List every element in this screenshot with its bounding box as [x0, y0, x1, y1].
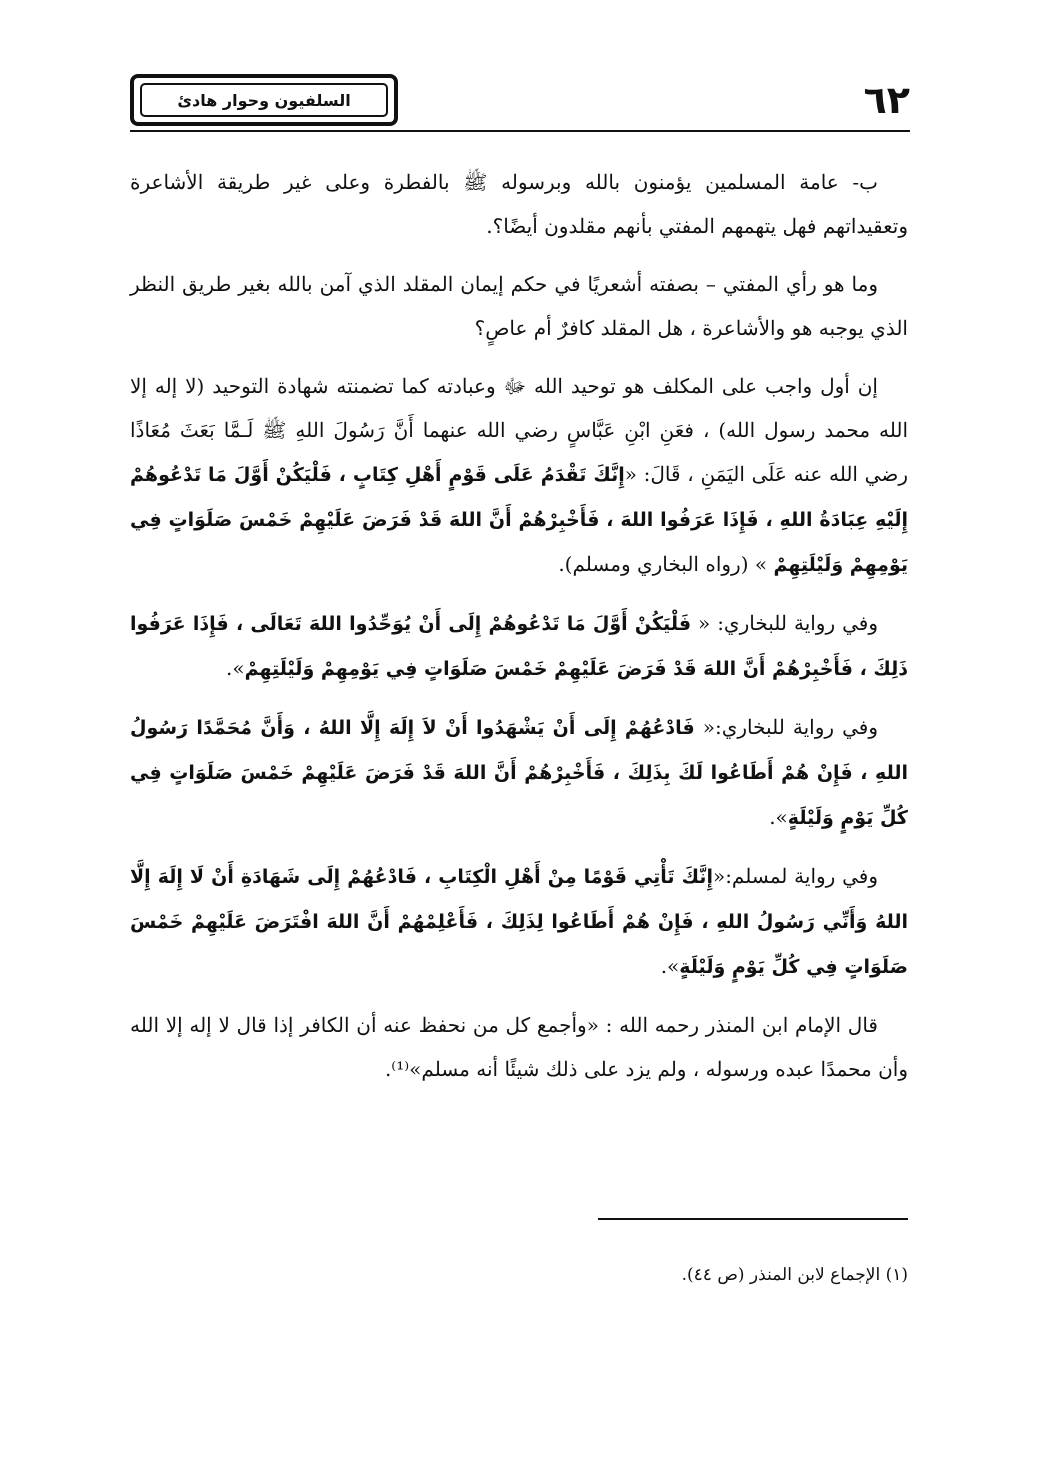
running-title-frame — [130, 74, 398, 126]
paragraph-1: ب- عامة المسلمين يؤمنون بالله وبرسوله ﷺ بالفطرة وعلى غير طريقة الأشاعرة وتعقيداتهم فهل يتهمهم المفتي بأنهم مقلدون أيضًا؟. — [130, 170, 908, 238]
paragraph-4-close: ». — [226, 656, 245, 680]
paragraph-3-intro: إن أول واجب على المكلف هو توحيد الله ﷻ وعبادته كما تضمنته شهادة التوحيد (لا إله إلا الله محمد رسول الله) ، فعَنِ ابْنِ عَبَّاسٍ رضي الله عنهما أَنَّ رَسُولَ اللهِ ﷺ لَـمَّا بَعَثَ مُعَاذًا رضي الله عنه عَلَى اليَمَنِ ، قَالَ: « — [130, 374, 908, 486]
paragraph-5-intro: وفي رواية للبخاري:« — [694, 715, 878, 739]
paragraph-6-intro: وفي رواية لمسلم:« — [712, 864, 878, 888]
page-number: ٦٢ — [863, 78, 910, 122]
paragraph-4-intro: وفي رواية للبخاري: « — [691, 611, 878, 635]
paragraph-3-citation: » (رواه البخاري ومسلم). — [558, 552, 774, 576]
running-title: السلفيون وحوار هادئ — [177, 90, 351, 110]
paragraph-6-close: ». — [660, 954, 680, 978]
hadith-quote-3: فَادْعُهُمْ إِلَى أَنْ يَشْهَدُوا أَنْ لاَ إِلَهَ إِلَّا اللهُ ، وَأَنَّ مُحَمَّدًا رَسُولُ اللهِ ، فَإِنْ هُمْ أَطَاعُوا لَكَ بِذَلِكَ ، فَأَخْبِرْهُمْ أَنَّ اللهَ قَدْ فَرَضَ عَلَيْهِمْ خَمْسَ صَلَوَاتٍ فِي كُلِّ يَوْمٍ وَلَيْلَةٍ — [130, 717, 908, 829]
paragraph-5 — [130, 705, 908, 840]
footnote: (١) الإجماع لابن المنذر (ص ٤٤). — [681, 1265, 908, 1285]
hadith-quote-4: إِنَّكَ تَأْتِي قَوْمًا مِنْ أَهْلِ الْكِتَابِ ، فَادْعُهُمْ إِلَى شَهَادَةِ أَنْ لَا إِلَهَ إِلَّا اللهُ وَأَنِّي رَسُولُ اللهِ ، فَإِنْ هُمْ أَطَاعُوا لِذَلِكَ ، فَأَعْلِمْهُمْ أَنَّ اللهَ افْتَرَضَ عَلَيْهِمْ خَمْسَ صَلَوَاتٍ فِي كُلِّ يَوْمٍ وَلَيْلَةٍ — [130, 866, 908, 978]
paragraph-5-close: ». — [769, 805, 788, 829]
running-title-inner-frame — [140, 83, 388, 117]
paragraph-6 — [130, 854, 908, 989]
paragraph-4 — [130, 601, 908, 691]
paragraph-3 — [130, 364, 908, 587]
hadith-quote-2: فَلْيَكُنْ أَوَّلَ مَا تَدْعُوهُمْ إِلَى أَنْ يُوَحِّدُوا اللهَ تَعَالَى ، فَإِذَا عَرَفُوا ذَلِكَ ، فَأَخْبِرْهُمْ أَنَّ اللهَ قَدْ فَرَضَ عَلَيْهِمْ خَمْسَ صَلَوَاتٍ فِي يَوْمِهِمْ وَلَيْلَتِهِمْ — [130, 613, 908, 680]
header-rule — [130, 130, 910, 132]
paragraph-2: وما هو رأي المفتي – بصفته أشعريًا في حكم إيمان المقلد الذي آمن بالله بغير طريق النظر الذي يوجبه هو والأشاعرة ، هل المقلد كافرٌ أم عاصٍ؟ — [130, 272, 908, 340]
hadith-quote-1: إِنَّكَ تَقْدَمُ عَلَى قَوْمٍ أَهْلِ كِتَابٍ ، فَلْيَكُنْ أَوَّلَ مَا تَدْعُوهُمْ إِلَيْهِ عِبَادَةُ اللهِ ، فَإِذَا عَرَفُوا اللهَ ، فَأَخْبِرْهُمْ أَنَّ اللهَ قَدْ فَرَضَ عَلَيْهِمْ خَمْسَ صَلَوَاتٍ فِي يَوْمِهِمْ وَلَيْلَتِهِمْ — [130, 464, 908, 576]
paragraph-7: قال الإمام ابن المنذر رحمه الله : «وأجمع كل من نحفظ عنه أن الكافر إذا قال لا إله إلا الله وأن محمدًا عبده ورسوله ، ولم يزد على ذلك شيئًا أنه مسلم»⁽¹⁾. — [130, 1013, 908, 1081]
page-header — [130, 74, 910, 134]
page-body — [130, 160, 908, 1105]
footnote-separator — [598, 1218, 908, 1220]
